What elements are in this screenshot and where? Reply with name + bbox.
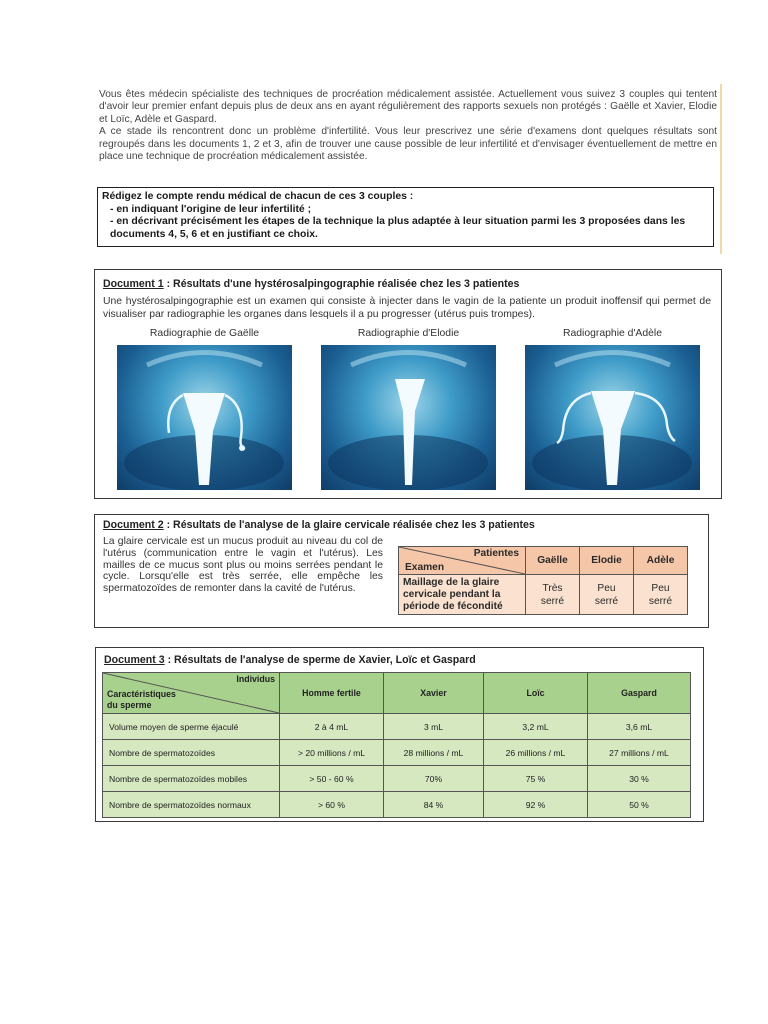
sperm-cell: > 50 - 60 % [280, 766, 384, 792]
xray-image-elodie [321, 345, 496, 490]
table-row [103, 766, 691, 792]
sperm-cell: > 60 % [280, 792, 384, 818]
intro-text [99, 89, 717, 163]
table-row [103, 714, 691, 740]
doc2-label: Document 2 [103, 519, 164, 531]
document-1 [94, 269, 722, 499]
glaire-table [398, 546, 688, 615]
doc1-description: Une hystérosalpingographie est un examen qui consiste à injecter dans le vagin de la patiente un produit inoffensif qui permet de visualiser par radiographie les organes dans lesquels il a pu progresser (utérus puis trompes). [103, 296, 711, 320]
xray-caption-gaelle: Radiographie de Gaëlle [149, 328, 260, 339]
task-line-2: - en indiquant l'origine de leur infertilité ; [110, 203, 312, 215]
sperm-col-homme-fertile: Homme fertile [280, 673, 384, 714]
doc1-title [103, 278, 519, 290]
intro-paragraph-1: Vous êtes médecin spécialiste des techniques de procréation médicalement assistée. Actuellement vous suivez 3 couples qui tentent d'avoir leur premier enfant depuis plus de deux ans en ayant régulièrement des rapports sexuels non protégés : Gaëlle et Xavier, Elodie et Loïc, Adèle et Gaspard. [99, 89, 717, 125]
sperm-table-corner [103, 673, 280, 714]
doc2-title-text: : Résultats de l'analyse de la glaire cervicale réalisée chez les 3 patientes [163, 519, 535, 531]
sperm-cell: 28 millions / mL [384, 740, 484, 766]
sperm-cell: 70% [384, 766, 484, 792]
sperm-cell: 27 millions / mL [588, 740, 691, 766]
xray-image-adele [525, 345, 700, 490]
sperm-corner-caracteristiques: Caractéristiques du sperme [107, 689, 176, 710]
sperm-col-gaspard: Gaspard [588, 673, 691, 714]
glaire-corner-patientes: Patientes [473, 548, 519, 559]
sperm-row-label: Nombre de spermatozoïdes [103, 740, 280, 766]
task-line-3: - en décrivant précisément les étapes de la technique la plus adaptée à leur situation parmi les 3 proposées dans les documents 4, 5, 6 et en justifiant ce choix. [110, 216, 686, 240]
sperm-cell: 3 mL [384, 714, 484, 740]
sperm-col-xavier: Xavier [384, 673, 484, 714]
sperm-row-label: Nombre de spermatozoïdes mobiles [103, 766, 280, 792]
sperm-table [102, 672, 691, 818]
glaire-value-adele: Peu serré [634, 575, 688, 615]
task-box [97, 187, 714, 247]
glaire-col-adele: Adèle [634, 547, 688, 575]
document-3 [95, 647, 704, 822]
doc2-title [103, 519, 535, 531]
glaire-col-elodie: Elodie [580, 547, 634, 575]
xray-image-gaelle [117, 345, 292, 490]
sperm-cell: > 20 millions / mL [280, 740, 384, 766]
glaire-col-gaelle: Gaëlle [526, 547, 580, 575]
sperm-cell: 26 millions / mL [484, 740, 588, 766]
sperm-cell: 30 % [588, 766, 691, 792]
doc3-label: Document 3 [104, 654, 165, 666]
sperm-cell: 84 % [384, 792, 484, 818]
xray-caption-elodie: Radiographie d'Elodie [357, 328, 460, 339]
sperm-cell: 92 % [484, 792, 588, 818]
margin-bar [720, 84, 722, 254]
xray-caption-adele: Radiographie d'Adèle [562, 328, 663, 339]
doc2-description: La glaire cervicale est un mucus produit au niveau du col de l'utérus (communication entre le vagin et l'utérus). Les mailles de ce mucus sont plus ou moins serrées pendant le cycle. Lorsqu'elle est très serrée, elle empêche les spermatozoïdes de remonter dans la cavité de l'utérus. [103, 536, 383, 595]
doc3-title [104, 654, 476, 666]
intro-paragraph-2: A ce stade ils rencontrent donc un problème d'infertilité. Vous leur prescrivez une série d'examens dont quelques résultats sont regroupés dans les documents 1, 2 et 3, afin de trouver une cause possible de leur infertilité et d'envisager éventuellement de mettre en place une technique de procréation médicalement assistée. [99, 126, 717, 163]
task-line-1: Rédigez le compte rendu médical de chacun de ces 3 couples : [102, 191, 414, 202]
doc1-label: Document 1 [103, 278, 164, 290]
sperm-row-label: Volume moyen de sperme éjaculé [103, 714, 280, 740]
sperm-corner-individus: Individus [236, 674, 275, 684]
glaire-value-elodie: Peu serré [580, 575, 634, 615]
glaire-value-gaelle: Très serré [526, 575, 580, 615]
sperm-cell: 2 à 4 mL [280, 714, 384, 740]
sperm-cell: 75 % [484, 766, 588, 792]
glaire-row-label: Maillage de la glaire cervicale pendant la période de fécondité [399, 575, 526, 615]
doc1-title-text: : Résultats d'une hystérosalpingographie réalisée chez les 3 patientes [163, 278, 520, 290]
table-row [103, 740, 691, 766]
doc3-title-text: : Résultats de l'analyse de sperme de Xavier, Loïc et Gaspard [164, 654, 476, 666]
document-2 [94, 514, 709, 628]
sperm-cell: 3,6 mL [588, 714, 691, 740]
sperm-cell: 50 % [588, 792, 691, 818]
sperm-cell: 3,2 mL [484, 714, 588, 740]
glaire-table-corner [399, 547, 526, 575]
glaire-corner-examen: Examen [405, 562, 445, 573]
sperm-row-label: Nombre de spermatozoïdes normaux [103, 792, 280, 818]
sperm-col-loic: Loïc [484, 673, 588, 714]
table-row [103, 792, 691, 818]
